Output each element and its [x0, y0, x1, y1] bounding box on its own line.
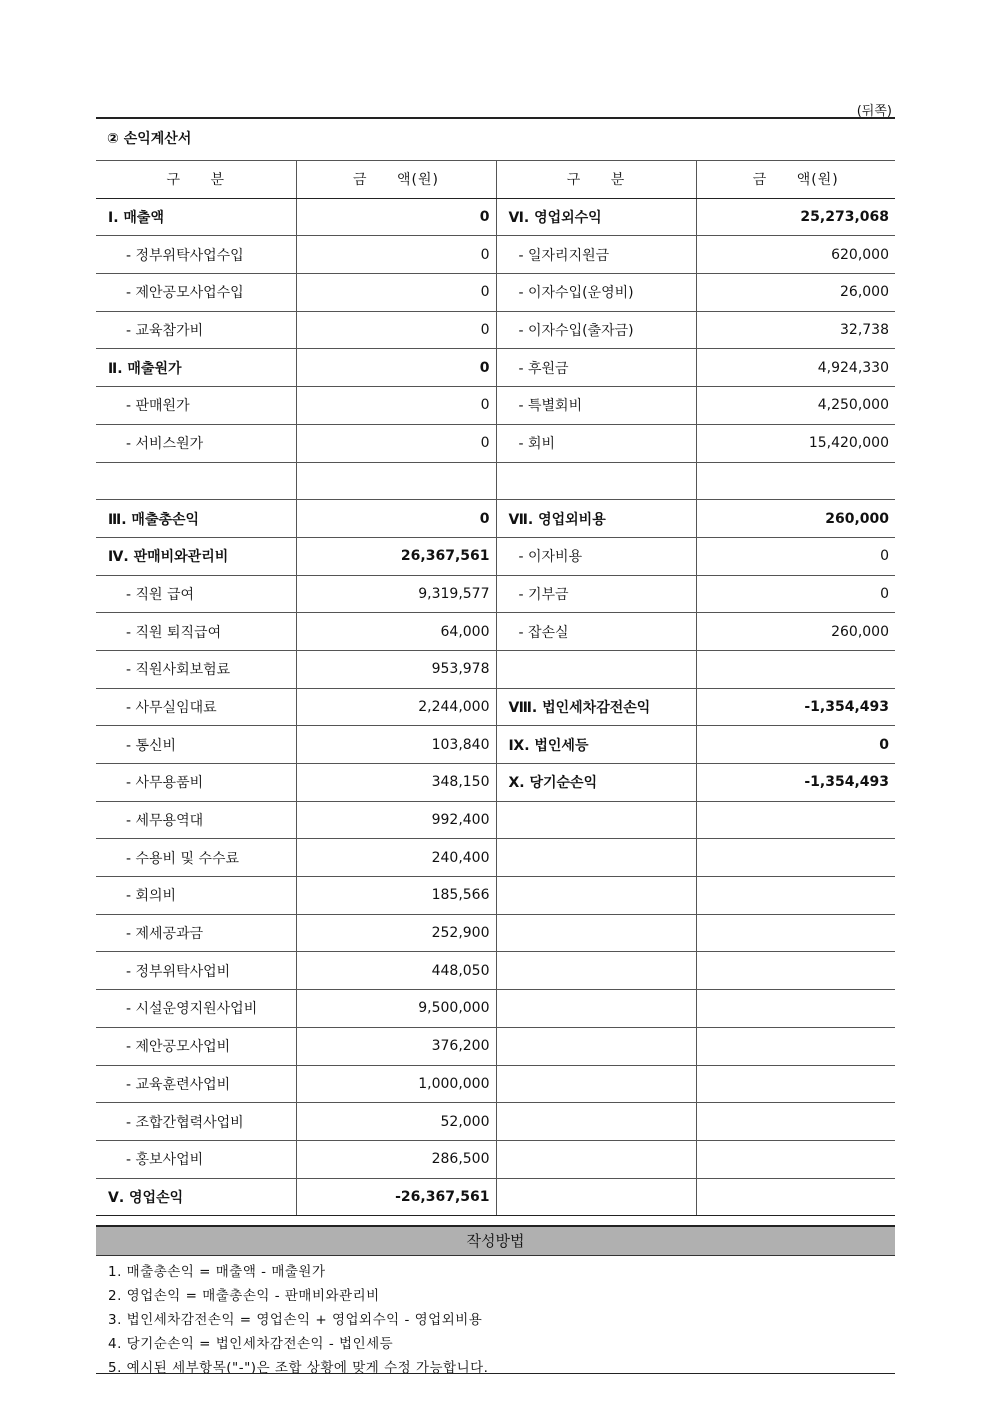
- right-item-label: - 이자비용: [496, 537, 696, 575]
- left-item-amount: 240,400: [296, 839, 496, 877]
- right-item-amount: 32,738: [696, 311, 895, 349]
- right-item-label: - 일자리지원금: [496, 236, 696, 274]
- left-item-amount: 0: [296, 424, 496, 462]
- table-row: [96, 1178, 895, 1216]
- table-row: [96, 914, 895, 952]
- table-row: [96, 575, 895, 613]
- left-item-label: Ⅰ. 매출액: [96, 198, 296, 236]
- method-item: 2. 영업손익 = 매출총손익 - 판매비와관리비: [108, 1288, 380, 1304]
- left-item-label: Ⅲ. 매출총손익: [96, 500, 296, 538]
- table-row: [96, 274, 895, 312]
- right-item-amount: [696, 877, 895, 915]
- left-item-label: Ⅳ. 판매비와관리비: [96, 537, 296, 575]
- table-row: [96, 349, 895, 387]
- left-item-amount: 376,200: [296, 1027, 496, 1065]
- right-item-amount: [696, 1065, 895, 1103]
- table-row: [96, 650, 895, 688]
- left-item-label: - 직원 급여: [96, 575, 296, 613]
- right-item-amount: -1,354,493: [696, 764, 895, 802]
- right-item-amount: [696, 839, 895, 877]
- method-item: 3. 법인세차감전손익 = 영업손익 + 영업외수익 - 영업외비용: [108, 1312, 483, 1328]
- right-item-label: - 회비: [496, 424, 696, 462]
- right-item-amount: 0: [696, 726, 895, 764]
- table-row: [96, 990, 895, 1028]
- header-amount-right: 금 액(원): [696, 161, 895, 199]
- right-item-amount: 0: [696, 575, 895, 613]
- right-item-amount: [696, 1178, 895, 1216]
- writing-method-list: [96, 1256, 895, 1380]
- right-item-amount: 26,000: [696, 274, 895, 312]
- left-item-label: - 시설운영지원사업비: [96, 990, 296, 1028]
- left-item-label: - 교육참가비: [96, 311, 296, 349]
- right-item-amount: [696, 914, 895, 952]
- left-item-label: - 서비스원가: [96, 424, 296, 462]
- right-item-label: Ⅷ. 법인세차감전손익: [496, 688, 696, 726]
- left-item-label: - 직원사회보험료: [96, 650, 296, 688]
- left-item-amount: 0: [296, 500, 496, 538]
- right-item-amount: [696, 650, 895, 688]
- left-item-amount: 52,000: [296, 1103, 496, 1141]
- right-item-label: [496, 1140, 696, 1178]
- table-row: [96, 613, 895, 651]
- left-item-amount: 448,050: [296, 952, 496, 990]
- left-item-amount: 2,244,000: [296, 688, 496, 726]
- table-row: [96, 424, 895, 462]
- left-item-label: - 회의비: [96, 877, 296, 915]
- right-item-amount: 620,000: [696, 236, 895, 274]
- right-item-amount: [696, 1103, 895, 1141]
- right-item-label: - 잡손실: [496, 613, 696, 651]
- table-row: [96, 1065, 895, 1103]
- left-item-label: - 정부위탁사업비: [96, 952, 296, 990]
- table-row: [96, 387, 895, 425]
- table-row: [96, 764, 895, 802]
- table-body: [96, 198, 895, 1216]
- left-item-amount: 992,400: [296, 801, 496, 839]
- table-row: [96, 311, 895, 349]
- section-title: ② 손익계산서: [107, 131, 192, 147]
- left-item-label: - 판매원가: [96, 387, 296, 425]
- left-item-label: - 홍보사업비: [96, 1140, 296, 1178]
- header-amount-left: 금 액(원): [296, 161, 496, 199]
- writing-method-title: 작성방법: [96, 1225, 895, 1256]
- left-item-label: - 통신비: [96, 726, 296, 764]
- left-item-amount: 953,978: [296, 650, 496, 688]
- right-item-amount: 15,420,000: [696, 424, 895, 462]
- right-item-label: - 특별회비: [496, 387, 696, 425]
- right-item-label: - 후원금: [496, 349, 696, 387]
- left-item-amount: 0: [296, 236, 496, 274]
- left-item-amount: 9,319,577: [296, 575, 496, 613]
- left-item-amount: 348,150: [296, 764, 496, 802]
- right-item-amount: [696, 1140, 895, 1178]
- method-item: 1. 매출총손익 = 매출액 - 매출원가: [108, 1264, 326, 1280]
- right-item-label: [496, 990, 696, 1028]
- right-item-label: [496, 801, 696, 839]
- left-item-label: - 제세공과금: [96, 914, 296, 952]
- right-item-amount: 260,000: [696, 613, 895, 651]
- right-item-label: Ⅵ. 영업외수익: [496, 198, 696, 236]
- right-item-label: - 이자수입(운영비): [496, 274, 696, 312]
- table-row: [96, 1027, 895, 1065]
- header-category-left: 구 분: [96, 161, 296, 199]
- right-item-amount: [696, 952, 895, 990]
- right-item-label: [496, 877, 696, 915]
- table-row: [96, 688, 895, 726]
- left-item-amount: 0: [296, 274, 496, 312]
- right-item-label: [496, 462, 696, 500]
- right-item-amount: -1,354,493: [696, 688, 895, 726]
- table-row: [96, 500, 895, 538]
- table-header-row: [96, 161, 895, 199]
- left-item-amount: 1,000,000: [296, 1065, 496, 1103]
- left-item-amount: 252,900: [296, 914, 496, 952]
- left-item-amount: 286,500: [296, 1140, 496, 1178]
- right-item-amount: [696, 990, 895, 1028]
- left-item-label: Ⅱ. 매출원가: [96, 349, 296, 387]
- top-rule: [96, 117, 895, 119]
- table-row: [96, 952, 895, 990]
- right-item-label: [496, 650, 696, 688]
- table-row: [96, 236, 895, 274]
- right-item-label: [496, 1103, 696, 1141]
- right-item-amount: [696, 1027, 895, 1065]
- right-item-label: [496, 952, 696, 990]
- left-item-label: [96, 462, 296, 500]
- left-item-amount: 0: [296, 349, 496, 387]
- left-item-amount: [296, 462, 496, 500]
- left-item-amount: 185,566: [296, 877, 496, 915]
- page-side-label: (뒤쪽): [856, 104, 892, 119]
- right-item-label: - 이자수입(출자금): [496, 311, 696, 349]
- left-item-amount: 0: [296, 198, 496, 236]
- left-item-label: - 교육훈련사업비: [96, 1065, 296, 1103]
- right-item-amount: 260,000: [696, 500, 895, 538]
- header-category-right: 구 분: [496, 161, 696, 199]
- table-row: [96, 198, 895, 236]
- right-item-amount: [696, 462, 895, 500]
- left-item-amount: 103,840: [296, 726, 496, 764]
- method-item: 4. 당기순손익 = 법인세차감전손익 - 법인세등: [108, 1336, 394, 1352]
- table-row: [96, 801, 895, 839]
- left-item-amount: -26,367,561: [296, 1178, 496, 1216]
- right-item-amount: 4,250,000: [696, 387, 895, 425]
- left-item-label: - 세무용역대: [96, 801, 296, 839]
- left-item-label: - 제안공모사업수입: [96, 274, 296, 312]
- table-row: [96, 462, 895, 500]
- right-item-label: [496, 839, 696, 877]
- table-row: [96, 839, 895, 877]
- table-row: [96, 726, 895, 764]
- method-item: 5. 예시된 세부항목("-")은 조합 상황에 맞게 수정 가능합니다.: [108, 1360, 489, 1376]
- left-item-amount: 0: [296, 387, 496, 425]
- right-item-label: Ⅹ. 당기순손익: [496, 764, 696, 802]
- right-item-label: Ⅶ. 영업외비용: [496, 500, 696, 538]
- left-item-amount: 26,367,561: [296, 537, 496, 575]
- left-item-label: - 조합간협력사업비: [96, 1103, 296, 1141]
- left-item-label: - 사무용품비: [96, 764, 296, 802]
- left-item-label: - 수용비 및 수수료: [96, 839, 296, 877]
- bottom-rule: [96, 1373, 895, 1374]
- right-item-amount: 25,273,068: [696, 198, 895, 236]
- right-item-label: [496, 914, 696, 952]
- left-item-label: - 제안공모사업비: [96, 1027, 296, 1065]
- left-item-label: - 정부위탁사업수입: [96, 236, 296, 274]
- right-item-label: [496, 1178, 696, 1216]
- left-item-label: Ⅴ. 영업손익: [96, 1178, 296, 1216]
- left-item-label: - 사무실임대료: [96, 688, 296, 726]
- right-item-amount: [696, 801, 895, 839]
- table-row: [96, 1103, 895, 1141]
- right-item-amount: 0: [696, 537, 895, 575]
- income-statement-table: [96, 160, 895, 1216]
- table-row: [96, 1140, 895, 1178]
- left-item-amount: 9,500,000: [296, 990, 496, 1028]
- right-item-label: [496, 1065, 696, 1103]
- left-item-amount: 64,000: [296, 613, 496, 651]
- right-item-label: Ⅸ. 법인세등: [496, 726, 696, 764]
- table-row: [96, 537, 895, 575]
- right-item-label: [496, 1027, 696, 1065]
- right-item-label: - 기부금: [496, 575, 696, 613]
- left-item-label: - 직원 퇴직급여: [96, 613, 296, 651]
- right-item-amount: 4,924,330: [696, 349, 895, 387]
- writing-method-box: [96, 1225, 895, 1380]
- left-item-amount: 0: [296, 311, 496, 349]
- table-row: [96, 877, 895, 915]
